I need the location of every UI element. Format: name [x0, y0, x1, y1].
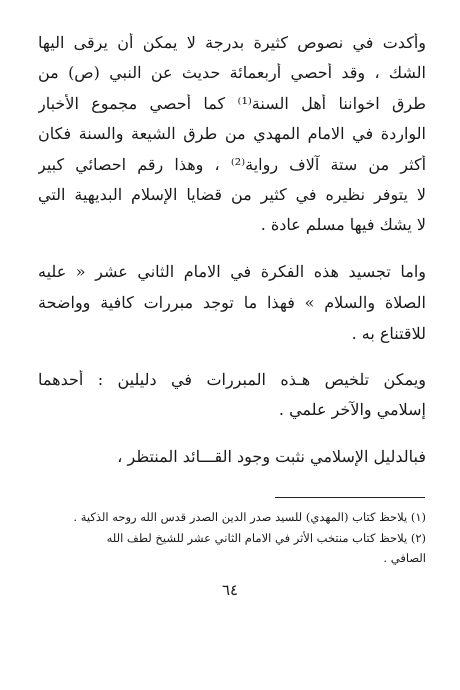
footnote-line: (١) يلاحظ كتاب (المهدي) للسيد صدر الدين الصدر قدس الله روحه الذكية .	[73, 510, 426, 524]
body-line: فبالدليل الإسلامي نثبت وجود القـــائد المنتظر ،	[117, 447, 426, 466]
body-line: الواردة في الامام المهدي من طرق الشيعة والسنة فكان	[38, 124, 426, 143]
body-line: ويمكن تلخيص هـذه المبررات في دليلين : أحدهما	[38, 370, 426, 389]
body-line: طرق اخواننا أهل السنة⁽¹⁾ كما أحصي مجموع الأخبار	[38, 94, 426, 113]
body-line: وأكدت في نصوص كثيرة بدرجة لا يمكن أن يرقى اليها	[38, 33, 426, 52]
footnote-line: الصافي .	[383, 551, 426, 565]
body-line: الصلاة والسلام » فهذا ما توجد مبررات كافية وواضحة	[38, 293, 426, 312]
body-line: للاقتناع به .	[351, 324, 426, 343]
body-line: أكثر من ستة آلاف رواية⁽²⁾ ، وهذا رقم احصائي كبير	[38, 155, 426, 174]
footnote-separator	[275, 497, 425, 498]
body-line: إسلامي والآخر علمي .	[278, 400, 426, 419]
body-line: واما تجسيد هذه الفكرة في الامام الثاني عشر « عليه	[38, 262, 426, 281]
body-line: الشك ، وقد أحصي أربعمائة حديث عن النبي (ص) من	[38, 63, 426, 82]
page-number: ٦٤	[221, 581, 239, 599]
body-line: لا يتوفر نظيره في كثير من قضايا الإسلام البديهية التي	[38, 185, 426, 204]
body-line: لا يشك فيها مسلم عادة .	[260, 215, 426, 234]
footnote-line: (٢) يلاحظ كتاب منتخب الأثر في الامام الثاني عشر للشيخ لطف الله	[106, 531, 426, 545]
